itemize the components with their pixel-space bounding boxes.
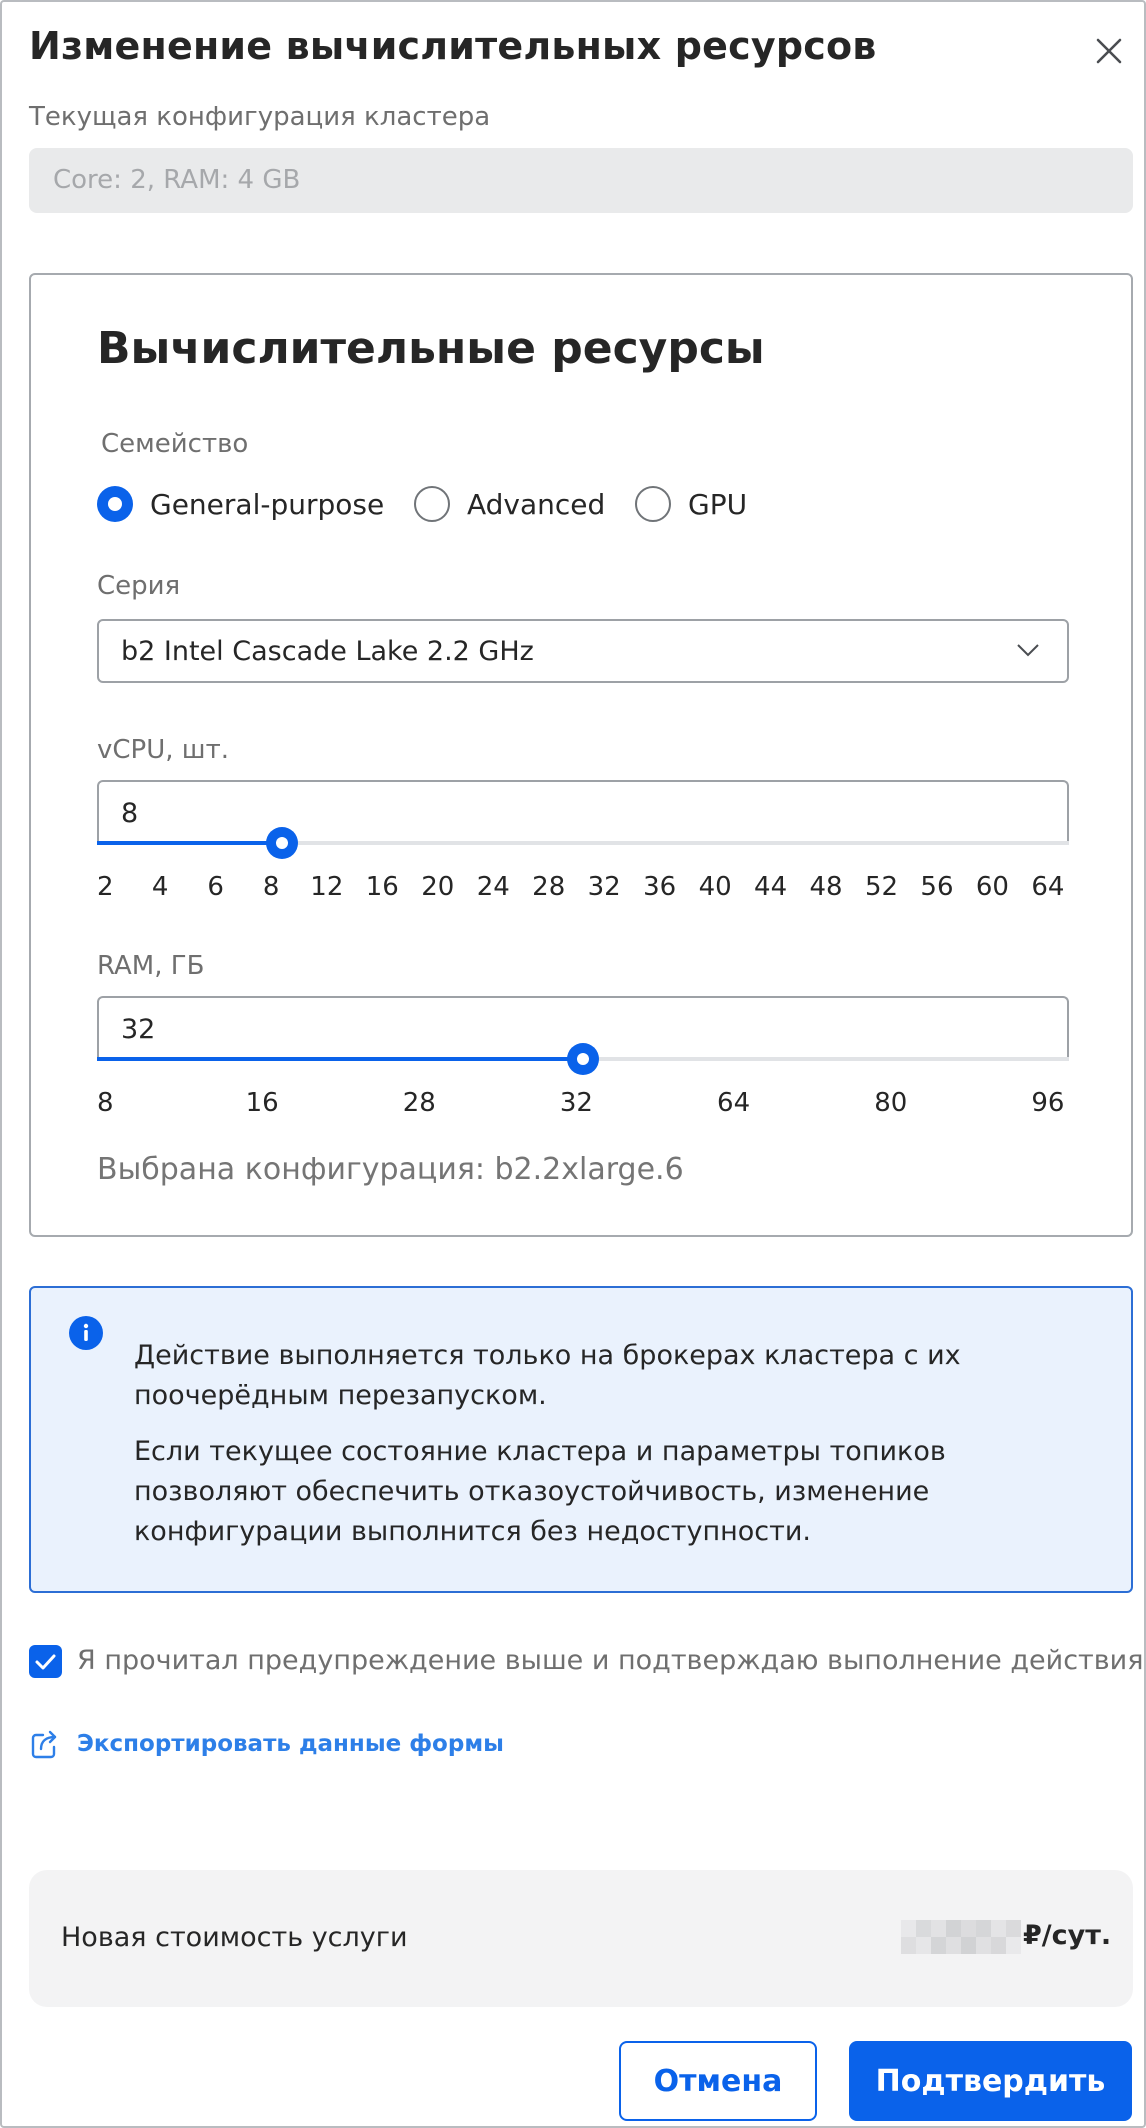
tick-label: 20 [421,872,455,902]
radio-label: General-purpose [150,487,385,521]
selected-config-text: Выбрана конфигурация: b2.2xlarge.6 [97,1152,684,1187]
tick-label: 16 [245,1088,279,1118]
radio-unchecked-icon [635,486,671,522]
tick-label: 24 [476,872,510,902]
dialog-title: Изменение вычислительных ресурсов [29,24,877,68]
tick-label: 12 [310,872,344,902]
vcpu-label: vCPU, шт. [97,735,229,765]
ram-input[interactable]: 32 [97,996,1069,1057]
series-label: Серия [97,571,181,601]
ram-slider-thumb[interactable] [567,1043,599,1075]
radio-advanced[interactable] [414,486,605,522]
info-paragraph-1: Действие выполняется только на брокерах кластера с их поочерёдным перезапуском. [134,1340,961,1411]
export-link-label: Экспортировать данные формы [77,1731,504,1757]
tick-label: 32 [559,1088,593,1118]
info-banner [29,1286,1133,1593]
confirm-checkbox[interactable] [29,1645,62,1678]
redacted-price [901,1920,1021,1954]
radio-label: GPU [688,487,748,521]
tick-label: 40 [698,872,732,902]
series-value: b2 Intel Cascade Lake 2.2 GHz [121,636,534,667]
vcpu-ticks [97,872,1069,902]
tick-label: 36 [643,872,677,902]
export-icon [31,1729,59,1759]
tick-label: 4 [151,872,169,902]
tick-label: 16 [365,872,399,902]
ram-slider-track[interactable] [97,1057,1069,1061]
radio-general-purpose[interactable] [97,486,384,522]
vcpu-input[interactable]: 8 [97,780,1069,841]
tick-label: 48 [809,872,843,902]
checkmark-icon [29,1645,62,1678]
tick-label: 64 [717,1088,751,1118]
cost-unit: ₽/сут. [1023,1920,1112,1951]
export-form-link[interactable] [31,1729,504,1759]
tick-label: 28 [402,1088,436,1118]
tick-label: 6 [207,872,224,902]
tick-label: 52 [864,872,899,902]
radio-unchecked-icon [414,486,450,522]
info-icon [69,1316,103,1350]
cost-panel [29,1870,1133,2007]
tick-label: 60 [975,872,1009,902]
current-config-label: Текущая конфигурация кластера [29,102,491,132]
series-select[interactable] [97,619,1069,683]
tick-label: 8 [262,872,280,902]
radio-checked-icon [97,486,133,522]
compute-resources-card [29,273,1133,1237]
radio-gpu[interactable] [635,486,747,522]
current-config-field: Core: 2, RAM: 4 GB [29,148,1133,213]
close-icon[interactable] [1092,34,1126,68]
cancel-button[interactable]: Отмена [619,2041,817,2121]
chevron-down-icon [1017,643,1039,657]
tick-label: 2 [97,872,114,902]
confirm-checkbox-label[interactable]: Я прочитал предупреждение выше и подтверждаю выполнение действия [77,1645,1144,1676]
tick-label: 96 [1031,1088,1065,1118]
vcpu-slider-track[interactable] [97,841,1069,845]
tick-label: 44 [754,872,788,902]
compute-resources-title: Вычислительные ресурсы [97,323,765,374]
tick-label: 56 [920,872,954,902]
ram-label: RAM, ГБ [97,951,205,981]
ram-slider-fill [97,1057,583,1061]
info-paragraph-2: Если текущее состояние кластера и параметры топиков позволяют обеспечить отказоустойчивость, изменение конфигурации выполнится без недоступности. [134,1436,946,1547]
tick-label: 80 [874,1088,908,1118]
vcpu-slider-fill [97,841,282,845]
family-label: Семейство [101,429,249,459]
vcpu-slider-thumb[interactable] [266,827,298,859]
tick-label: 32 [587,872,621,902]
confirm-button[interactable]: Подтвердить [849,2041,1132,2121]
tick-label: 64 [1031,872,1065,902]
tick-label: 8 [97,1088,114,1118]
radio-label: Advanced [467,487,606,521]
ram-ticks [97,1088,1069,1118]
cost-label: Новая стоимость услуги [61,1922,408,1953]
tick-label: 28 [532,872,566,902]
